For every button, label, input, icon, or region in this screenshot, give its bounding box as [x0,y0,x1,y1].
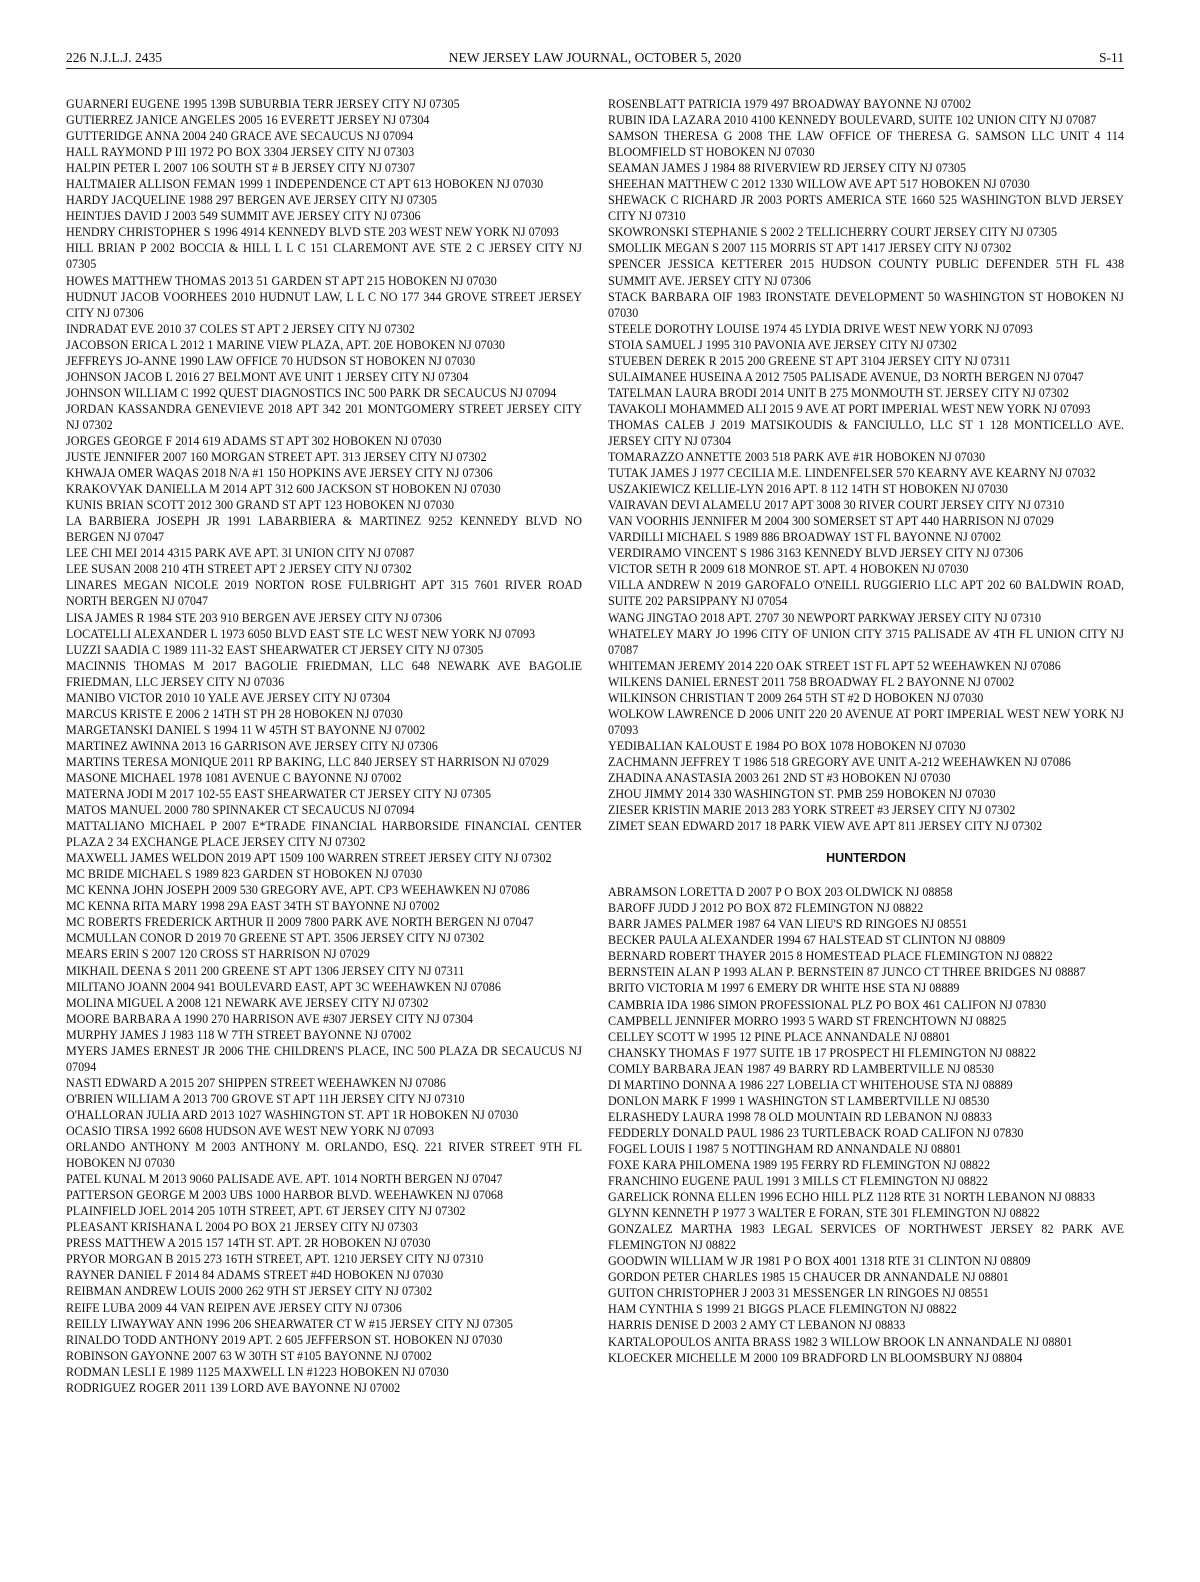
attorney-entry: STOIA SAMUEL J 1995 310 PAVONIA AVE JERSEY CITY NJ 07302 [608,337,957,352]
attorney-entry: STUEBEN DEREK R 2015 200 GREENE ST APT 3104 JERSEY CITY NJ 07311 [608,353,1011,368]
attorney-entry: SAMSON THERESA G 2008 THE LAW OFFICE OF THERESA G. SAMSON LLC UNIT 4 114 BLOOMFIELD ST HOBOKEN NJ 07030 [608,129,1124,160]
attorney-entry: PLEASANT KRISHANA L 2004 PO BOX 21 JERSEY CITY NJ 07303 [66,1220,418,1235]
attorney-entry: REILLY LIWAYWAY ANN 1996 206 SHEARWATER CT W #15 JERSEY CITY NJ 07305 [66,1316,513,1331]
attorney-entry: MATERNA JODI M 2017 102-55 EAST SHEARWATER CT JERSEY CITY NJ 07305 [66,787,491,802]
attorney-entry: JEFFREYS JO-ANNE 1990 LAW OFFICE 70 HUDSON ST HOBOKEN NJ 07030 [66,353,476,368]
attorney-entry: SEAMAN JAMES J 1984 88 RIVERVIEW RD JERSEY CITY NJ 07305 [608,161,967,176]
attorney-entry: CHANSKY THOMAS F 1977 SUITE 1B 17 PROSPECT HI FLEMINGTON NJ 08822 [608,1045,1036,1060]
attorney-entry: USZAKIEWICZ KELLIE-LYN 2016 APT. 8 112 14TH ST HOBOKEN NJ 07030 [608,482,1008,497]
attorney-entry: KARTALOPOULOS ANITA BRASS 1982 3 WILLOW BROOK LN ANNANDALE NJ 08801 [608,1334,1073,1349]
right-column-listing [608,96,1124,1366]
attorney-entry: MURPHY JAMES J 1983 118 W 7TH STREET BAYONNE NJ 07002 [66,1027,412,1042]
attorney-entry: INDRADAT EVE 2010 37 COLES ST APT 2 JERSEY CITY NJ 07302 [66,321,415,336]
attorney-entry: SMOLLIK MEGAN S 2007 115 MORRIS ST APT 1417 JERSEY CITY NJ 07302 [608,241,1012,256]
attorney-entry: O'HALLORAN JULIA ARD 2013 1027 WASHINGTON ST. APT 1R HOBOKEN NJ 07030 [66,1107,519,1122]
attorney-entry: FRANCHINO EUGENE PAUL 1991 3 MILLS CT FLEMINGTON NJ 08822 [608,1174,988,1189]
attorney-entry: STEELE DOROTHY LOUISE 1974 45 LYDIA DRIVE WEST NEW YORK NJ 07093 [608,321,1033,336]
attorney-entry: ELRASHEDY LAURA 1998 78 OLD MOUNTAIN RD LEBANON NJ 08833 [608,1109,992,1124]
attorney-entry: LEE SUSAN 2008 210 4TH STREET APT 2 JERSEY CITY NJ 07302 [66,562,412,577]
attorney-entry: FOXE KARA PHILOMENA 1989 195 FERRY RD FLEMINGTON NJ 08822 [608,1158,990,1172]
attorney-entry: CAMBRIA IDA 1986 SIMON PROFESSIONAL PLZ PO BOX 461 CALIFON NJ 07830 [608,997,1047,1012]
attorney-entry: SPENCER JESSICA KETTERER 2015 HUDSON COUNTY PUBLIC DEFENDER 5TH FL 438 SUMMIT AVE. JERSEY CITY NJ 07306 [608,257,1124,288]
attorney-entry: PATEL KUNAL M 2013 9060 PALISADE AVE. APT. 1014 NORTH BERGEN NJ 07047 [66,1172,503,1187]
attorney-entry: MARCUS KRISTE E 2006 2 14TH ST PH 28 HOBOKEN NJ 07030 [66,706,403,721]
attorney-entry: BERNARD ROBERT THAYER 2015 8 HOMESTEAD PLACE FLEMINGTON NJ 08822 [608,949,1053,964]
attorney-entry: JORGES GEORGE F 2014 619 ADAMS ST APT 302 HOBOKEN NJ 07030 [66,433,442,448]
attorney-entry: MC KENNA JOHN JOSEPH 2009 530 GREGORY AVE, APT. CP3 WEEHAWKEN NJ 07086 [66,883,530,898]
attorney-entry: ORLANDO ANTHONY M 2003 ANTHONY M. ORLANDO, ESQ. 221 RIVER STREET 9TH FL HOBOKEN NJ 07030 [66,1140,582,1171]
attorney-entry: VAIRAVAN DEVI ALAMELU 2017 APT 3008 30 RIVER COURT JERSEY CITY NJ 07310 [608,498,1065,513]
attorney-entry: WILKINSON CHRISTIAN T 2009 264 5TH ST #2 D HOBOKEN NJ 07030 [608,690,984,705]
attorney-entry: PATTERSON GEORGE M 2003 UBS 1000 HARBOR BLVD. WEEHAWKEN NJ 07068 [66,1188,504,1203]
attorney-entry: HENDRY CHRISTOPHER S 1996 4914 KENNEDY BLVD STE 203 WEST NEW YORK NJ 07093 [66,225,559,240]
attorney-entry: STACK BARBARA OIF 1983 IRONSTATE DEVELOPMENT 50 WASHINGTON ST HOBOKEN NJ 07030 [608,289,1124,320]
attorney-entry: GUTIERREZ JANICE ANGELES 2005 16 EVERETT JERSEY NJ 07304 [66,113,430,128]
attorney-entry: COMLY BARBARA JEAN 1987 49 BARRY RD LAMBERTVILLE NJ 08530 [608,1061,994,1076]
attorney-entry: HALPIN PETER L 2007 106 SOUTH ST # B JERSEY CITY NJ 07307 [66,161,416,176]
attorney-entry: WILKENS DANIEL ERNEST 2011 758 BROADWAY FL 2 BAYONNE NJ 07002 [608,674,1015,689]
attorney-entry: KLOECKER MICHELLE M 2000 109 BRADFORD LN BLOOMSBURY NJ 08804 [608,1350,1023,1365]
attorney-entry: FOGEL LOUIS I 1987 5 NOTTINGHAM RD ANNANDALE NJ 08801 [608,1141,962,1156]
attorney-entry: HALTMAIER ALLISON FEMAN 1999 1 INDEPENDENCE CT APT 613 HOBOKEN NJ 07030 [66,177,544,192]
attorney-entry: MATOS MANUEL 2000 780 SPINNAKER CT SECAUCUS NJ 07094 [66,803,415,818]
attorney-entry: LINARES MEGAN NICOLE 2019 NORTON ROSE FULBRIGHT APT 315 7601 RIVER ROAD NORTH BERGEN NJ 07047 [66,578,582,609]
attorney-entry: HARDY JACQUELINE 1988 297 BERGEN AVE JERSEY CITY NJ 07305 [66,193,437,208]
attorney-entry: KRAKOVYAK DANIELLA M 2014 APT 312 600 JACKSON ST HOBOKEN NJ 07030 [66,482,501,497]
attorney-entry: MANIBO VICTOR 2010 10 YALE AVE JERSEY CITY NJ 07304 [66,690,391,705]
attorney-entry: WOLKOW LAWRENCE D 2006 UNIT 220 20 AVENUE AT PORT IMPERIAL WEST NEW YORK NJ 07093 [608,706,1124,737]
hudson-listing-continued [608,96,1124,834]
attorney-entry: MIKHAIL DEENA S 2011 200 GREENE ST APT 1306 JERSEY CITY NJ 07311 [66,963,465,978]
attorney-entry: HALL RAYMOND P III 1972 PO BOX 3304 JERSEY CITY NJ 07303 [66,145,415,160]
attorney-entry: MCMULLAN CONOR D 2019 70 GREENE ST APT. 3506 JERSEY CITY NJ 07302 [66,931,485,946]
attorney-entry: NASTI EDWARD A 2015 207 SHIPPEN STREET WEEHAWKEN NJ 07086 [66,1075,446,1090]
attorney-entry: SKOWRONSKI STEPHANIE S 2002 2 TELLICHERRY COURT JERSEY CITY NJ 07305 [608,225,1058,240]
attorney-entry: GORDON PETER CHARLES 1985 15 CHAUCER DR ANNANDALE NJ 08801 [608,1270,1009,1285]
publication-title: NEW JERSEY LAW JOURNAL, OCTOBER 5, 2020 [448,50,742,65]
attorney-entry: VERDIRAMO VINCENT S 1986 3163 KENNEDY BLVD JERSEY CITY NJ 07306 [608,546,1024,561]
attorney-entry: FEDDERLY DONALD PAUL 1986 23 TURTLEBACK ROAD CALIFON NJ 07830 [608,1125,1024,1140]
attorney-entry: ROSENBLATT PATRICIA 1979 497 BROADWAY BAYONNE NJ 07002 [608,97,972,111]
attorney-entry: BAROFF JUDD J 2012 PO BOX 872 FLEMINGTON NJ 08822 [608,901,924,916]
attorney-entry: VILLA ANDREW N 2019 GAROFALO O'NEILL RUGGIERIO LLC APT 202 60 BALDWIN ROAD, SUITE 202 PARSIPPANY NJ 07054 [608,578,1124,609]
attorney-entry: HILL BRIAN P 2002 BOCCIA & HILL L L C 151 CLAREMONT AVE STE 2 C JERSEY CITY NJ 07305 [66,241,582,272]
attorney-entry: PRESS MATTHEW A 2015 157 14TH ST. APT. 2R HOBOKEN NJ 07030 [66,1236,431,1251]
attorney-entry: KUNIS BRIAN SCOTT 2012 300 GRAND ST APT 123 HOBOKEN NJ 07030 [66,498,455,513]
attorney-entry: GUITON CHRISTOPHER J 2003 31 MESSENGER LN RINGOES NJ 08551 [608,1286,989,1301]
attorney-entry: HEINTJES DAVID J 2003 549 SUMMIT AVE JERSEY CITY NJ 07306 [66,209,421,224]
attorney-entry: VAN VOORHIS JENNIFER M 2004 300 SOMERSET ST APT 440 HARRISON NJ 07029 [608,514,1054,529]
page-citation: 226 N.J.L.J. 2435 [66,50,163,65]
attorney-entry: JOHNSON WILLIAM C 1992 QUEST DIAGNOSTICS INC 500 PARK DR SECAUCUS NJ 07094 [66,385,557,400]
attorney-entry: YEDIBALIAN KALOUST E 1984 PO BOX 1078 HOBOKEN NJ 07030 [608,738,966,753]
attorney-entry: LEE CHI MEI 2014 4315 PARK AVE APT. 3I UNION CITY NJ 07087 [66,546,415,561]
attorney-entry: MEARS ERIN S 2007 120 CROSS ST HARRISON NJ 07029 [66,947,370,962]
attorney-entry: JUSTE JENNIFER 2007 160 MORGAN STREET APT. 313 JERSEY CITY NJ 07302 [66,450,487,465]
page-number: S-11 [1098,50,1124,65]
attorney-entry: SHEWACK C RICHARD JR 2003 PORTS AMERICA STE 1660 525 WASHINGTON BLVD JERSEY CITY NJ 07310 [608,193,1124,224]
attorney-entry: PRYOR MORGAN B 2015 273 16TH STREET, APT. 1210 JERSEY CITY NJ 07310 [66,1252,484,1267]
attorney-entry: LUZZI SAADIA C 1989 111-32 EAST SHEARWATER CT JERSEY CITY NJ 07305 [66,642,484,657]
attorney-entry: WANG JINGTAO 2018 APT. 2707 30 NEWPORT PARKWAY JERSEY CITY NJ 07310 [608,610,1042,625]
attorney-entry: LA BARBIERA JOSEPH JR 1991 LABARBIERA & MARTINEZ 9252 KENNEDY BLVD NO BERGEN NJ 07047 [66,514,582,545]
hunterdon-listing [608,884,1124,1365]
attorney-entry: JORDAN KASSANDRA GENEVIEVE 2018 APT 342 201 MONTGOMERY STREET JERSEY CITY NJ 07302 [66,401,582,432]
attorney-entry: MC KENNA RITA MARY 1998 29A EAST 34TH ST BAYONNE NJ 07002 [66,899,440,914]
attorney-entry: HAM CYNTHIA S 1999 21 BIGGS PLACE FLEMINGTON NJ 08822 [608,1302,957,1317]
attorney-entry: MARTINEZ AWINNA 2013 16 GARRISON AVE JERSEY CITY NJ 07306 [66,738,438,753]
attorney-entry: GLYNN KENNETH P 1977 3 WALTER E FORAN, STE 301 FLEMINGTON NJ 08822 [608,1206,1040,1221]
attorney-entry: TOMARAZZO ANNETTE 2003 518 PARK AVE #1R HOBOKEN NJ 07030 [608,450,986,465]
attorney-entry: VARDILLI MICHAEL S 1989 886 BROADWAY 1ST FL BAYONNE NJ 07002 [608,530,1002,545]
attorney-entry: GONZALEZ MARTHA 1983 LEGAL SERVICES OF NORTHWEST JERSEY 82 PARK AVE FLEMINGTON NJ 08822 [608,1222,1124,1253]
left-column-listing [66,96,582,1396]
attorney-entry: MASONE MICHAEL 1978 1081 AVENUE C BAYONNE NJ 07002 [66,770,402,785]
attorney-entry: HUDNUT JACOB VOORHEES 2010 HUDNUT LAW, L L C NO 177 344 GROVE STREET JERSEY CITY NJ 07306 [66,289,582,320]
attorney-entry: LISA JAMES R 1984 STE 203 910 BERGEN AVE JERSEY CITY NJ 07306 [66,610,442,625]
attorney-entry: ROBINSON GAYONNE 2007 63 W 30TH ST #105 BAYONNE NJ 07002 [66,1348,432,1363]
attorney-entry: TUTAK JAMES J 1977 CECILIA M.E. LINDENFELSER 570 KEARNY AVE KEARNY NJ 07032 [608,466,1096,481]
attorney-entry: WHITEMAN JEREMY 2014 220 OAK STREET 1ST FL APT 52 WEEHAWKEN NJ 07086 [608,658,1061,673]
attorney-entry: MACINNIS THOMAS M 2017 BAGOLIE FRIEDMAN, LLC 648 NEWARK AVE BAGOLIE FRIEDMAN, LLC JERSEY CITY NJ 07036 [66,658,582,689]
attorney-entry: GUTTERIDGE ANNA 2004 240 GRACE AVE SECAUCUS NJ 07094 [66,129,414,144]
attorney-entry: ABRAMSON LORETTA D 2007 P O BOX 203 OLDWICK NJ 08858 [608,885,953,900]
attorney-entry: PLAINFIELD JOEL 2014 205 10TH STREET, APT. 6T JERSEY CITY NJ 07302 [66,1204,466,1219]
attorney-entry: MOLINA MIGUEL A 2008 121 NEWARK AVE JERSEY CITY NJ 07302 [66,995,429,1010]
attorney-entry: ZACHMANN JEFFREY T 1986 518 GREGORY AVE UNIT A-212 WEEHAWKEN NJ 07086 [608,754,1071,769]
attorney-entry: MC BRIDE MICHAEL S 1989 823 GARDEN ST HOBOKEN NJ 07030 [66,867,423,882]
attorney-entry: REIFE LUBA 2009 44 VAN REIPEN AVE JERSEY CITY NJ 07306 [66,1300,402,1315]
attorney-entry: MOORE BARBARA A 1990 270 HARRISON AVE #307 JERSEY CITY NJ 07304 [66,1011,474,1026]
attorney-entry: CELLEY SCOTT W 1995 12 PINE PLACE ANNANDALE NJ 08801 [608,1029,951,1044]
attorney-entry: TATELMAN LAURA BRODI 2014 UNIT B 275 MONMOUTH ST. JERSEY CITY NJ 07302 [608,385,1069,400]
attorney-entry: TAVAKOLI MOHAMMED ALI 2015 9 AVE AT PORT IMPERIAL WEST NEW YORK NJ 07093 [608,401,1091,416]
county-heading: HUNTERDON [826,851,906,866]
attorney-entry: RODRIGUEZ ROGER 2011 139 LORD AVE BAYONNE NJ 07002 [66,1380,401,1395]
attorney-entry: RUBIN IDA LAZARA 2010 4100 KENNEDY BOULEVARD, SUITE 102 UNION CITY NJ 07087 [608,113,1097,128]
attorney-entry: THOMAS CALEB J 2019 MATSIKOUDIS & FANCIULLO, LLC ST 1 128 MONTICELLO AVE. JERSEY CITY NJ 07304 [608,417,1124,448]
attorney-entry: MAXWELL JAMES WELDON 2019 APT 1509 100 WARREN STREET JERSEY CITY NJ 07302 [66,851,552,866]
attorney-entry: ZHADINA ANASTASIA 2003 261 2ND ST #3 HOBOKEN NJ 07030 [608,770,951,785]
attorney-entry: GUARNERI EUGENE 1995 139B SUBURBIA TERR JERSEY CITY NJ 07305 [66,97,460,111]
attorney-entry: MARTINS TERESA MONIQUE 2011 RP BAKING, LLC 840 JERSEY ST HARRISON NJ 07029 [66,754,549,769]
attorney-entry: BERNSTEIN ALAN P 1993 ALAN P. BERNSTEIN 87 JUNCO CT THREE BRIDGES NJ 08887 [608,965,1086,980]
attorney-entry: MATTALIANO MICHAEL P 2007 E*TRADE FINANCIAL HARBORSIDE FINANCIAL CENTER PLAZA 2 34 EXCHANGE PLACE JERSEY CITY NJ 07302 [66,819,582,850]
attorney-entry: JACOBSON ERICA L 2012 1 MARINE VIEW PLAZA, APT. 20E HOBOKEN NJ 07030 [66,337,505,352]
attorney-entry: SHEEHAN MATTHEW C 2012 1330 WILLOW AVE APT 517 HOBOKEN NJ 07030 [608,177,1030,192]
attorney-entry: RAYNER DANIEL F 2014 84 ADAMS STREET #4D HOBOKEN NJ 07030 [66,1268,444,1283]
attorney-entry: MILITANO JOANN 2004 941 BOULEVARD EAST, APT 3C WEEHAWKEN NJ 07086 [66,979,501,994]
attorney-entry: BARR JAMES PALMER 1987 64 VAN LIEU'S RD RINGOES NJ 08551 [608,917,968,932]
attorney-entry: DONLON MARK F 1999 1 WASHINGTON ST LAMBERTVILLE NJ 08530 [608,1093,990,1108]
attorney-entry: SULAIMANEE HUSEINA A 2012 7505 PALISADE AVENUE, D3 NORTH BERGEN NJ 07047 [608,369,1084,384]
attorney-entry: HARRIS DENISE D 2003 2 AMY CT LEBANON NJ 08833 [608,1318,906,1333]
attorney-entry: ZIMET SEAN EDWARD 2017 18 PARK VIEW AVE APT 811 JERSEY CITY NJ 07302 [608,819,1043,834]
attorney-entry: GOODWIN WILLIAM W JR 1981 P O BOX 4001 1318 RTE 31 CLINTON NJ 08809 [608,1254,1031,1269]
attorney-entry: O'BRIEN WILLIAM A 2013 700 GROVE ST APT 11H JERSEY CITY NJ 07310 [66,1091,465,1106]
attorney-entry: KHWAJA OMER WAQAS 2018 N/A #1 150 HOPKINS AVE JERSEY CITY NJ 07306 [66,466,493,481]
attorney-entry: DI MARTINO DONNA A 1986 227 LOBELIA CT WHITEHOUSE STA NJ 08889 [608,1077,1013,1092]
attorney-entry: BECKER PAULA ALEXANDER 1994 67 HALSTEAD ST CLINTON NJ 08809 [608,933,1006,948]
attorney-entry: ZHOU JIMMY 2014 330 WASHINGTON ST. PMB 259 HOBOKEN NJ 07030 [608,787,996,802]
attorney-entry: OCASIO TIRSA 1992 6608 HUDSON AVE WEST NEW YORK NJ 07093 [66,1124,434,1138]
attorney-entry: MYERS JAMES ERNEST JR 2006 THE CHILDREN'S PLACE, INC 500 PLAZA DR SECAUCUS NJ 07094 [66,1043,582,1074]
attorney-entry: BRITO VICTORIA M 1997 6 EMERY DR WHITE HSE STA NJ 08889 [608,981,960,996]
attorney-entry: RINALDO TODD ANTHONY 2019 APT. 2 605 JEFFERSON ST. HOBOKEN NJ 07030 [66,1332,503,1347]
attorney-entry: WHATELEY MARY JO 1996 CITY OF UNION CITY 3715 PALISADE AV 4TH FL UNION CITY NJ 07087 [608,626,1124,657]
attorney-entry: VICTOR SETH R 2009 618 MONROE ST. APT. 4 HOBOKEN NJ 07030 [608,562,969,577]
attorney-entry: ZIESER KRISTIN MARIE 2013 283 YORK STREET #3 JERSEY CITY NJ 07302 [608,803,1016,818]
attorney-entry: CAMPBELL JENNIFER MORRO 1993 5 WARD ST FRENCHTOWN NJ 08825 [608,1013,1007,1028]
attorney-entry: GARELICK RONNA ELLEN 1996 ECHO HILL PLZ 1128 RTE 31 NORTH LEBANON NJ 08833 [608,1190,1096,1205]
attorney-entry: HOWES MATTHEW THOMAS 2013 51 GARDEN ST APT 215 HOBOKEN NJ 07030 [66,273,497,288]
attorney-entry: LOCATELLI ALEXANDER L 1973 6050 BLVD EAST STE LC WEST NEW YORK NJ 07093 [66,626,536,641]
attorney-entry: RODMAN LESLI E 1989 1125 MAXWELL LN #1223 HOBOKEN NJ 07030 [66,1364,449,1379]
attorney-entry: REIBMAN ANDREW LOUIS 2000 262 9TH ST JERSEY CITY NJ 07302 [66,1284,433,1299]
attorney-entry: JOHNSON JACOB L 2016 27 BELMONT AVE UNIT 1 JERSEY CITY NJ 07304 [66,369,469,384]
attorney-entry: MARGETANSKI DANIEL S 1994 11 W 45TH ST BAYONNE NJ 07002 [66,722,426,737]
page-header [66,50,1124,69]
attorney-entry: MC ROBERTS FREDERICK ARTHUR II 2009 7800 PARK AVE NORTH BERGEN NJ 07047 [66,915,534,930]
